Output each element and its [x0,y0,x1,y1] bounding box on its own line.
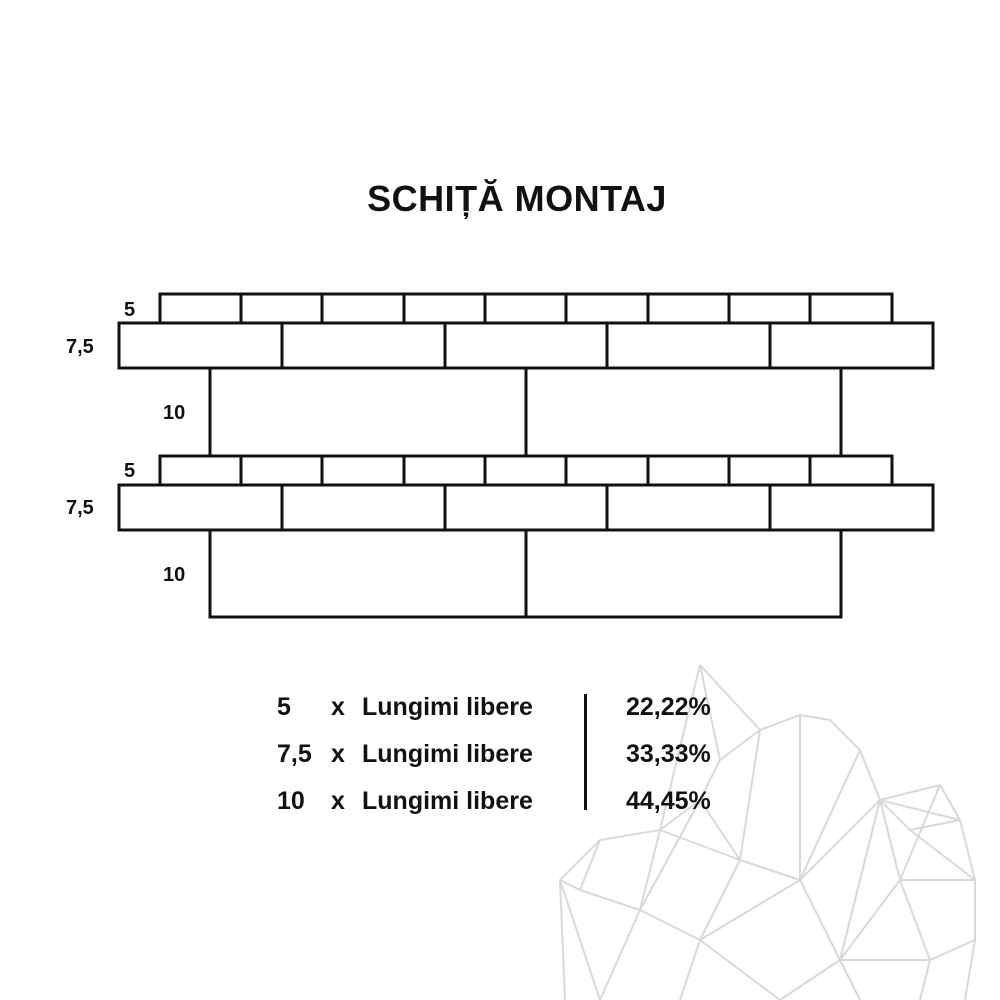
legend-size: 7,5 [277,740,312,768]
row-label-7-5: 7,5 [66,497,94,519]
legend-times: x [331,693,345,721]
legend-label: Lungimi libere [362,787,533,815]
legend-size: 10 [277,787,305,815]
legend-times: x [331,787,345,815]
row-label-5: 5 [124,460,136,482]
row-label-5: 5 [124,299,136,321]
legend-percent: 33,33% [626,740,711,768]
legend-size: 5 [277,693,291,721]
page-title: SCHIȚĂ MONTAJ [367,178,667,219]
legend-label: Lungimi libere [362,740,533,768]
legend-label: Lungimi libere [362,693,533,721]
legend-percent: 22,22% [626,693,711,721]
row-label-10: 10 [163,564,186,586]
legend-divider [584,694,587,810]
legend-times: x [331,740,345,768]
row-label-10: 10 [163,402,186,424]
legend-percent: 44,45% [626,787,711,815]
row-label-7-5: 7,5 [66,336,94,358]
